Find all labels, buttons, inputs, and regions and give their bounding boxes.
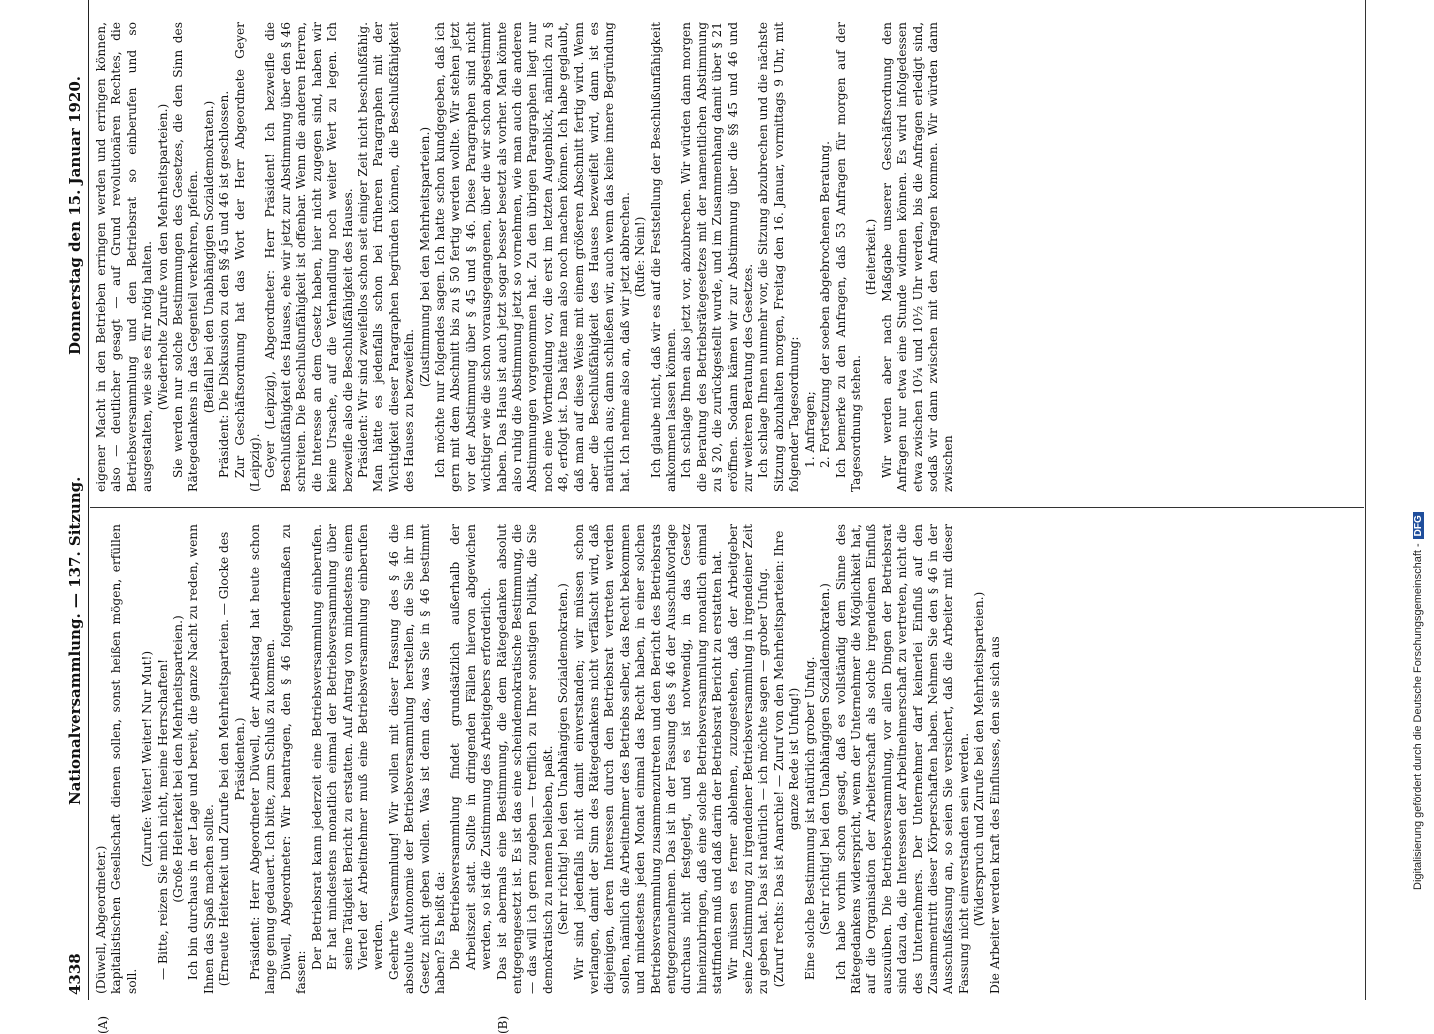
interjection: (Rufe: Nein!) [633,216,648,298]
margin-mark-b: (B) [496,1015,510,1034]
paragraph: Geehrte Versammlung! Wir wollen mit dieser Fassung des § 46 die absolute Autonomie der Betriebsversammlung herstellen, die Sie ihr im Gesetz nicht geben wollen. Was ist denn das, was Sie in § 46 bestimmt haben? Es heißt da: [386,524,447,994]
president-statement: Präsident: Wir sind zweifellos schon seit einiger Zeit nicht beschlußfähig. Man hätte es jedenfalls schon bei früheren Paragraphen mit der Wichtigkeit dieser Paragraphen begründen können, die Beschlußfähigkeit des Hauses zu bezweifeln. [355,22,417,492]
page-header [60,8,90,995]
paragraph: Ich möchte nur folgendes sagen. Ich hatte schon kundgegeben, daß ich gern mit dem Abschnitt bis zu § 50 fertig werden wollte. Wir stehen jetzt vor der Abstimmung über § 45 und § 46. Diese Paragraphen sind nicht wichtiger wie die schon vorausgegangenen, über die wir schon abgestimmt haben. Das Haus ist auch jetzt sogar besser besetzt als vorher. Man könnte also ruhig die Abstimmung jetzt so vornehmen, wie man auch die anderen Abstimmungen vorgenommen hat. Zu den übrigen Paragraphen liegt nur noch eine Wortmeldung vor, die erst im letzten Augenblick, nämlich zu § 48, erfolgt ist. Das hätte man also noch machen können. Ich habe geglaubt, daß man auf diese Weise mit einem größeren Abschnitt fertig wird. Wenn aber die Beschlußfähigkeit des Hauses bezweifelt wird, dann ist es natürlich aus; dann schließen wir, auch wenn das keine innere Begründung hat. Ich nehme also an, daß wir jetzt abbrechen. [432,22,632,492]
assembly-title: Nationalversammlung. [66,613,84,805]
president-statement: Präsident: Herr Abgeordneter Düwell, der Arbeitstag hat heute schon lange genug gedauert. Ich bitte, zum Schluß zu kommen. [248,524,278,994]
interjection: (Sehr richtig! bei den Unabhängigen Sozialdemokraten.) [818,583,833,935]
interjection: (Sehr richtig! bei den Unabhängigen Sozialdemokraten.) [556,583,571,935]
session-label: — 137. Sitzung. [66,476,84,609]
interjection: (Widerspruch und Zurufe bei den Mehrheitsparteien.) [972,591,987,927]
dfg-logo: DFG [1413,512,1424,539]
paragraph: Sie werden nur solche Bestimmungen des Gesetzes, die den Sinn des Rätegedankens in das Gegenteil verkehren, pfeifen. [171,22,201,492]
paragraph: Wir sind jedenfalls nicht damit einverstanden; wir müssen schon verlangen, damit der Sinn des Rätegedankens nicht verfälscht wird, daß diejenigen, deren Interessen durch den Betriebsrat vertreten werden sollen, nämlich die Arbeitnehmer des Betriebs selber, das Recht bekommen und mindestens jeden Monat einmal das Recht haben, in einer solchen Betriebsversammlung zusammenzutreten und den Bericht des Betriebsrats entgegenzunehmen. Das ist in der Fassung des § 46 der Ausschußvorlage durchaus nicht festgelegt, und es ist notwendig, in das Gesetz hineinzubringen, daß eine solche Betriebsversammlung monatlich einmal stattfinden muß und daß darin der Betriebsrat Bericht zu erstatten hat. [571,524,725,994]
speaker-continuation: (Düwell, Abgeordneter.) [94,845,108,994]
speaker-statement: Düwell, Abgeordneter: Wir beantragen, den § 46 folgendermaßen zu fassen: [278,524,309,994]
document-page [60,0,1370,1034]
interjection: (Heiterkeit.) [864,218,879,296]
paragraph: Ich schlage Ihnen also jetzt vor, abzubrechen. Wir würden dann morgen die Beratung des Betriebsrätegesetzes mit der namentlichen Abstimmung zu § 20, die zurückgestellt wurde, und im Zusammenhang damit über § 21 eröffnen. Sodann kämen wir zur Abstimmung über die §§ 45 und 46 und zur weiteren Beratung des Gesetzes. [679,22,756,492]
paragraph: Ich glaube nicht, daß wir es auf die Feststellung der Beschlußunfähigkeit ankommen lassen können. [648,22,679,492]
paragraph: — Bitte, reizen Sie mich nicht, meine Herrschaften! [155,658,170,980]
interjection: (Zuruf rechts: Das ist Anarchie! — Zuruf von den Mehrheitsparteien: Ihre ganze Rede ist Unfug!) [771,530,802,988]
paragraph: Die Arbeiter werden kraft des Einflusses, den sie sich aus [987,636,1002,994]
page-number: 4338 [66,953,84,995]
paragraph: Ich schlage Ihnen nunmehr vor, die Sitzung abzubrechen und die nächste Sitzung abzuhalten morgen, Freitag den 16. Januar, vormittags 9 Uhr, mit folgender Tagesordnung: [756,22,802,492]
motion-text: Der Betriebsrat kann jederzeit eine Betriebsversammlung einberufen. Er hat mindestens monatlich einmal der Betriebsversammlung über seine Tätigkeit Bericht zu erstatten. Auf Antrag von mindestens einem Viertel der Arbeitnehmer muß eine Betriebsversammlung einberufen werden. [309,524,386,970]
interjection: (Große Heiterkeit bei den Mehrheitsparteien.) [171,615,186,903]
column-divider [90,507,1364,508]
paragraph: Wir werden aber nach Maßgabe unserer Geschäftsordnung den Anfragen nur etwa eine Stunde widmen können. Es wird infolgedessen etwa zwischen 10¼ und 10½ Uhr werden, bis die Anfragen erledigt sind, sodaß wir dann zwischen mit den Anfragen kommen. Wir würden dann zwischen [879,22,956,492]
left-column [94,524,1360,994]
interjection: (Beifall bei den Unabhängigen Sozialdemokraten.) [201,100,216,414]
digitization-note: Digitalisierung gefördert durch die Deutsche Forschungsgemeinschaft - [1412,543,1424,890]
paragraph: Wir müssen es ferner ablehnen, zuzugestehen, daß der Arbeitgeber seine Zustimmung zu irgendeiner Betriebsversammlung in irgendeiner Zeit zu geben hat. Das ist natürlich — ich möchte sagen — grober Unfug. [725,524,771,994]
paragraph: Ich habe vorhin schon gesagt, daß es vollständig dem Sinne des Rätegedankens widerspricht, wenn der Unternehmer die Möglichkeit hat, auf die Organisation der Arbeiterschaft als solche irgendeinen Einfluß auszuüben. Die Betriebsversammlung, vor allen Dingen der Betriebsrat sind dazu da, die Interessen der Arbeitnehmerschaft zu vertreten, nicht die des Unternehmers. Der Unternehmer darf keinerlei Einfluß auf den Zusammentritt dieser Körperschaften haben. Nehmen Sie den § 46 in der Ausschußfassung an, so seien Sie versichert, daß die Arbeiter mit dieser Fassung nicht einverstanden sein werden. [833,524,971,994]
interjection: (Zurufe: Weiter! Weiter! Nur Mut!) [140,650,155,868]
quoted-law-text: Die Betriebsversammlung findet grundsätzlich außerhalb der Arbeitszeit statt. Sollte in dringenden Fällen hiervon abgewichen werden, so ist die Zustimmung des Arbeitgebers erforderlich. [448,524,494,970]
interjection: (Erneute Heiterkeit und Zurufe bei den Mehrheitsparteien. — Glocke des Präsidenten.) [217,531,247,987]
margin-mark-a: (A) [96,1015,110,1034]
paragraph: Eine solche Bestimmung ist natürlich grober Unfug. [802,656,817,980]
header-rule [88,0,89,1000]
interjection: (Zustimmung bei den Mehrheitsparteien.) [417,126,432,388]
speaker-statement: Geyer (Leipzig), Abgeordneter: Herr Präsident! Ich bezweifle die Beschlußfähigkeit des Hauses, ehe wir jetzt zur Abstimmung über den § 46 schreiten. Die Beschlußunfähigkeit ist offenbar. Wenn die anderen Herren, die Interesse an dem Gesetz haben, hier nicht zugegen sind, haben wir keine Ursache, auf die Verhandlung noch weiter Wert zu legen. Ich bezweifle also die Beschlußfähigkeit des Hauses. [263,22,355,492]
right-column [94,22,1360,492]
digitization-sidebar [1412,10,1430,910]
paragraph: Das ist abermals eine Bestimmung, die dem Rätegedanken absolut entgegengesetzt ist. Es ist das eine scheindemokratische Bestimmung, die — das will ich gern zugeben — trefflich zu Ihrer sonstigen Politik, die Sie demokratisch zu nennen belieben, paßt. [494,524,555,994]
paragraph: Zur Geschäftsordnung hat das Wort der Herr Abgeordnete Geyer (Leipzig). [232,22,263,492]
president-statement: Präsident: Die Diskussion zu den §§ 45 und 46 ist geschlossen. [217,90,232,478]
footer-rule [1365,0,1366,1000]
paragraph: Ich bin durchaus in der Lage und bereit, die ganze Nacht zu reden, wenn Ihnen das Spaß machen sollte. [186,524,216,994]
paragraph: kapitalistischen Gesellschaft dienen sollen, sonst heißen mögen, erfüllen soll. [109,524,139,994]
interjection: (Wiederholte Zurufe von den Mehrheitsparteien.) [155,103,170,411]
agenda-item: 2. Fortsetzung der soeben abgebrochenen Beratung. [818,140,833,468]
paragraph: eigener Macht in den Betrieben erringen werden und erringen können, also — deutlicher gesagt — auf Grund revolutionären Rechtes, die Betriebsversammlung und den Betriebsrat so einberufen und so ausgestalten, wie sie es für nötig halten. [94,22,155,492]
agenda-item: 1. Anfragen; [802,391,817,468]
paragraph: Ich bemerke zu den Anfragen, daß 53 Anfragen für morgen auf der Tagesordnung stehen. [833,22,863,492]
session-date: Donnerstag den 15. Januar 1920. [66,76,84,355]
